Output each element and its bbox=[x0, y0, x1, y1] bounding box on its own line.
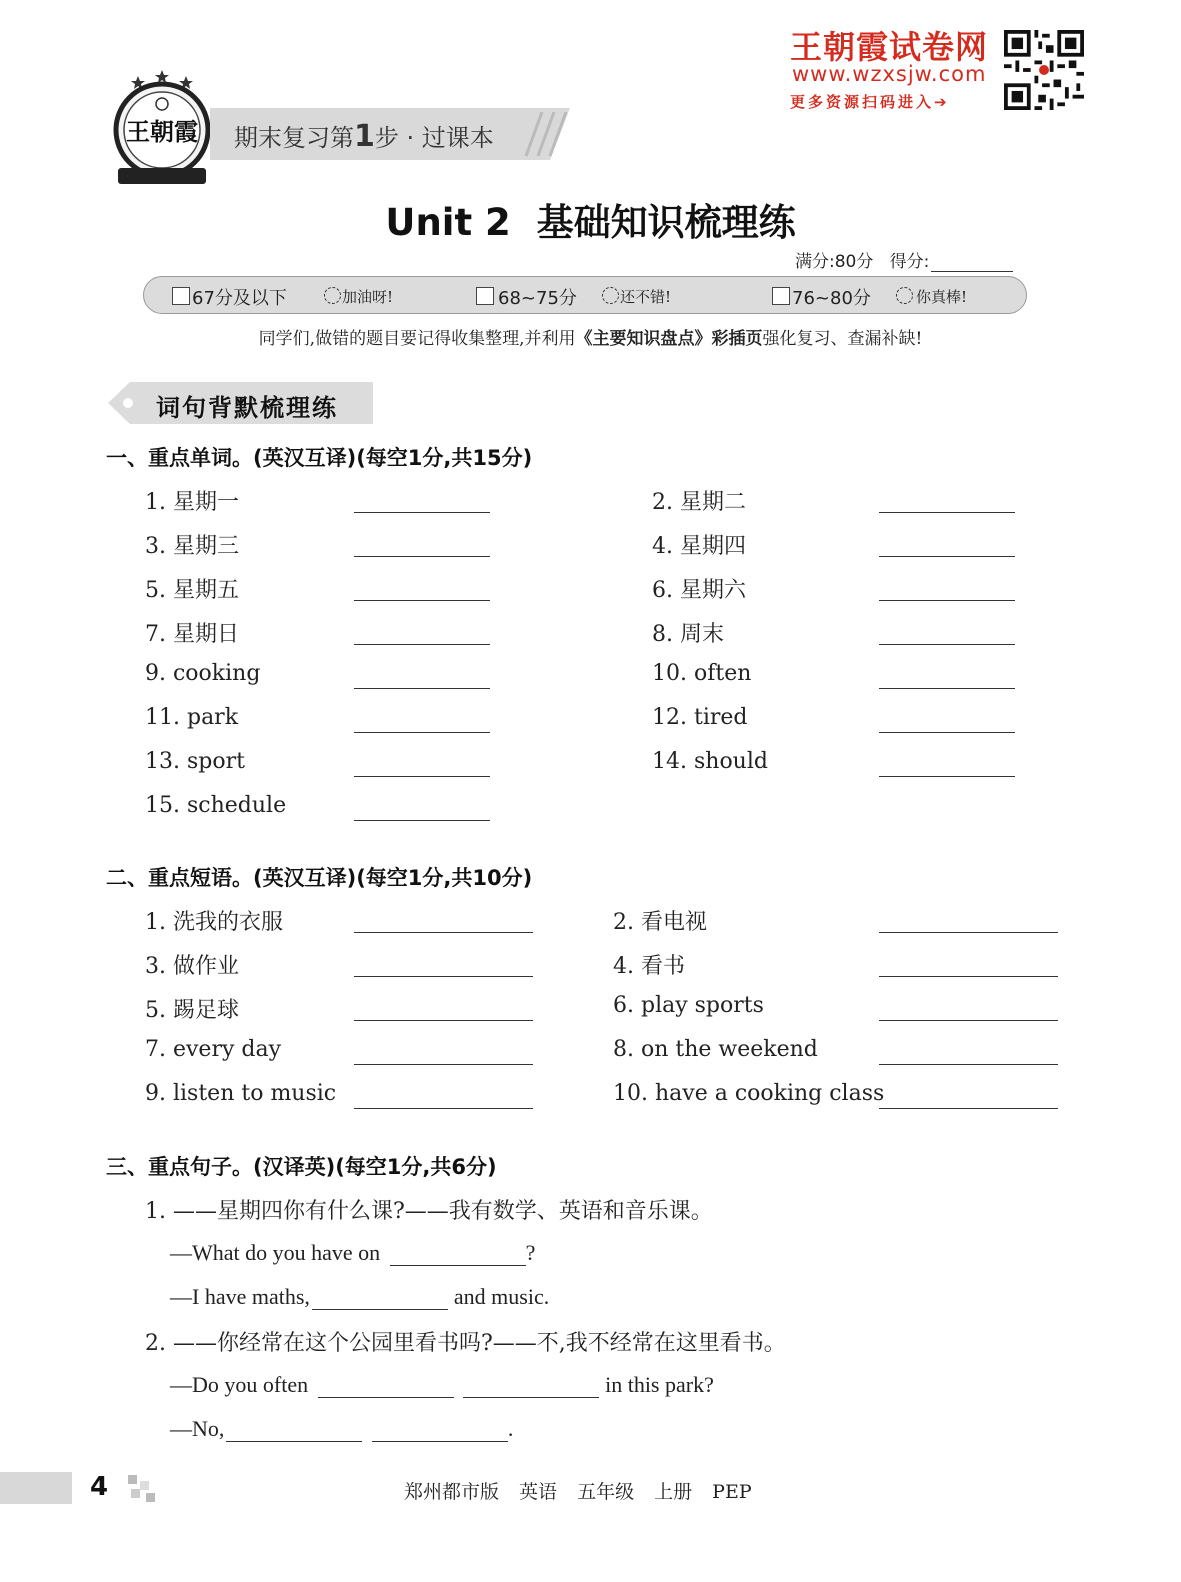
answer-blank[interactable] bbox=[879, 1064, 1058, 1065]
answer-blank[interactable] bbox=[354, 820, 490, 821]
part2-item-label: 1. 洗我的衣服 bbox=[145, 910, 283, 935]
q2-line1: —Do you often in this park? bbox=[170, 1372, 714, 1397]
q2-line2: —No, . bbox=[170, 1416, 514, 1441]
q2-chinese: 2. ——你经常在这个公园里看书吗?——不,我不经常在这里看书。 bbox=[145, 1331, 786, 1356]
grade-range: 68~75分 bbox=[498, 288, 577, 309]
part2-item-label: 8. on the weekend bbox=[613, 1037, 818, 1062]
part1-item-label: 2. 星期二 bbox=[652, 490, 746, 515]
part1-item-label: 4. 星期四 bbox=[652, 534, 746, 559]
part1-item-label: 5. 星期五 bbox=[145, 578, 239, 603]
score-line bbox=[795, 247, 1013, 272]
part1-item-label: 3. 星期三 bbox=[145, 534, 239, 559]
answer-blank[interactable] bbox=[354, 1064, 533, 1065]
answer-blank[interactable] bbox=[354, 688, 490, 689]
part1-item-label: 9. cooking bbox=[145, 661, 261, 686]
smiley-icon bbox=[324, 287, 341, 304]
part1-item-label: 12. tired bbox=[652, 705, 748, 730]
answer-blank[interactable] bbox=[879, 512, 1015, 513]
full-score: 满分:80分 bbox=[795, 252, 874, 272]
banner-title: 期末复习第1步 · 过课本 bbox=[234, 119, 494, 154]
answer-blank[interactable] bbox=[354, 556, 490, 557]
part2-heading: 二、重点短语。(英汉互译)(每空1分,共10分) bbox=[106, 866, 533, 890]
grade-option-3 bbox=[772, 277, 1012, 313]
part1-item-label: 11. park bbox=[145, 705, 239, 730]
part1-item-label: 13. sport bbox=[145, 749, 245, 774]
part1-item-label: 10. often bbox=[652, 661, 752, 686]
answer-blank[interactable] bbox=[354, 644, 490, 645]
brand-url[interactable]: www.wzxsjw.com bbox=[792, 62, 987, 86]
part1-item-label: 6. 星期六 bbox=[652, 578, 746, 603]
grade-checkbox[interactable] bbox=[172, 287, 190, 305]
smiley-icon bbox=[602, 287, 619, 304]
footer-bar bbox=[0, 1472, 72, 1504]
score-label: 得分: bbox=[889, 252, 930, 272]
answer-blank[interactable] bbox=[354, 932, 533, 933]
answer-blank[interactable] bbox=[879, 1108, 1058, 1109]
grade-message: 加油呀! bbox=[342, 288, 394, 306]
footer-edition: 郑州都市版 英语 五年级 上册 PEP bbox=[404, 1481, 752, 1503]
q1-line2: —I have maths, and music. bbox=[170, 1284, 550, 1309]
answer-blank[interactable] bbox=[879, 932, 1058, 933]
seal-text: 王朝霞 bbox=[126, 117, 198, 146]
answer-blank[interactable] bbox=[879, 600, 1015, 601]
part2-item-label: 10. have a cooking class bbox=[613, 1081, 885, 1106]
answer-blank[interactable] bbox=[879, 732, 1015, 733]
answer-blank[interactable] bbox=[318, 1397, 454, 1398]
answer-blank[interactable] bbox=[879, 976, 1058, 977]
grade-option-2 bbox=[476, 277, 746, 313]
answer-blank[interactable] bbox=[390, 1265, 526, 1266]
answer-blank[interactable] bbox=[354, 1108, 533, 1109]
part1-item-label: 15. schedule bbox=[145, 793, 287, 818]
part3-heading: 三、重点句子。(汉译英)(每空1分,共6分) bbox=[106, 1155, 497, 1179]
part1-item-label: 14. should bbox=[652, 749, 768, 774]
brand-cta: 更多资源扫码进入➔ bbox=[790, 93, 950, 111]
answer-blank[interactable] bbox=[879, 776, 1015, 777]
page-number: 4 bbox=[90, 1472, 109, 1502]
answer-blank[interactable] bbox=[879, 688, 1015, 689]
part2-item-label: 4. 看书 bbox=[613, 954, 685, 979]
part2-item-label: 2. 看电视 bbox=[613, 910, 707, 935]
answer-blank[interactable] bbox=[354, 600, 490, 601]
answer-blank[interactable] bbox=[354, 512, 490, 513]
study-tip: 同学们,做错的题目要记得收集整理,并利用《主要知识盘点》彩插页强化复习、查漏补缺! bbox=[258, 329, 923, 349]
part2-item-label: 9. listen to music bbox=[145, 1081, 337, 1106]
grade-bar bbox=[143, 276, 1027, 314]
smiley-icon bbox=[896, 287, 913, 304]
answer-blank[interactable] bbox=[372, 1441, 508, 1442]
answer-blank[interactable] bbox=[879, 556, 1015, 557]
part2-item-label: 6. play sports bbox=[613, 993, 764, 1018]
answer-blank[interactable] bbox=[354, 976, 533, 977]
grade-checkbox[interactable] bbox=[772, 287, 790, 305]
answer-blank[interactable] bbox=[354, 732, 490, 733]
part2-item-label: 7. every day bbox=[145, 1037, 282, 1062]
score-blank[interactable] bbox=[931, 253, 1013, 272]
grade-message: 你真棒! bbox=[916, 288, 968, 306]
answer-blank[interactable] bbox=[312, 1309, 448, 1310]
grade-range: 76~80分 bbox=[792, 288, 871, 309]
part2-item-label: 5. 踢足球 bbox=[145, 998, 239, 1023]
answer-blank[interactable] bbox=[879, 644, 1015, 645]
grade-checkbox[interactable] bbox=[476, 287, 494, 305]
part2-item-label: 3. 做作业 bbox=[145, 954, 239, 979]
answer-blank[interactable] bbox=[226, 1441, 362, 1442]
page-title: Unit 2 基础知识梳理练 bbox=[385, 201, 796, 244]
answer-blank[interactable] bbox=[354, 1020, 533, 1021]
part1-item-label: 7. 星期日 bbox=[145, 622, 239, 647]
answer-blank[interactable] bbox=[354, 776, 490, 777]
brand-name: 王朝霞试卷网 bbox=[790, 28, 989, 66]
grade-message: 还不错! bbox=[620, 288, 672, 306]
section-tag: 词句背默梳理练 bbox=[156, 394, 338, 422]
part1-item-label: 8. 周末 bbox=[652, 622, 724, 647]
grade-option-1 bbox=[172, 277, 442, 313]
grade-range: 67分及以下 bbox=[192, 288, 287, 309]
q1-line1: —What do you have on ? bbox=[170, 1240, 536, 1265]
answer-blank[interactable] bbox=[463, 1397, 599, 1398]
qr-code-icon[interactable] bbox=[1004, 30, 1084, 110]
answer-blank[interactable] bbox=[879, 1020, 1058, 1021]
brand-seal-logo bbox=[108, 68, 216, 190]
footer-decoration bbox=[128, 1475, 158, 1505]
q1-chinese: 1. ——星期四你有什么课?——我有数学、英语和音乐课。 bbox=[145, 1199, 713, 1224]
part1-heading: 一、重点单词。(英汉互译)(每空1分,共15分) bbox=[106, 446, 533, 470]
part1-item-label: 1. 星期一 bbox=[145, 490, 239, 515]
